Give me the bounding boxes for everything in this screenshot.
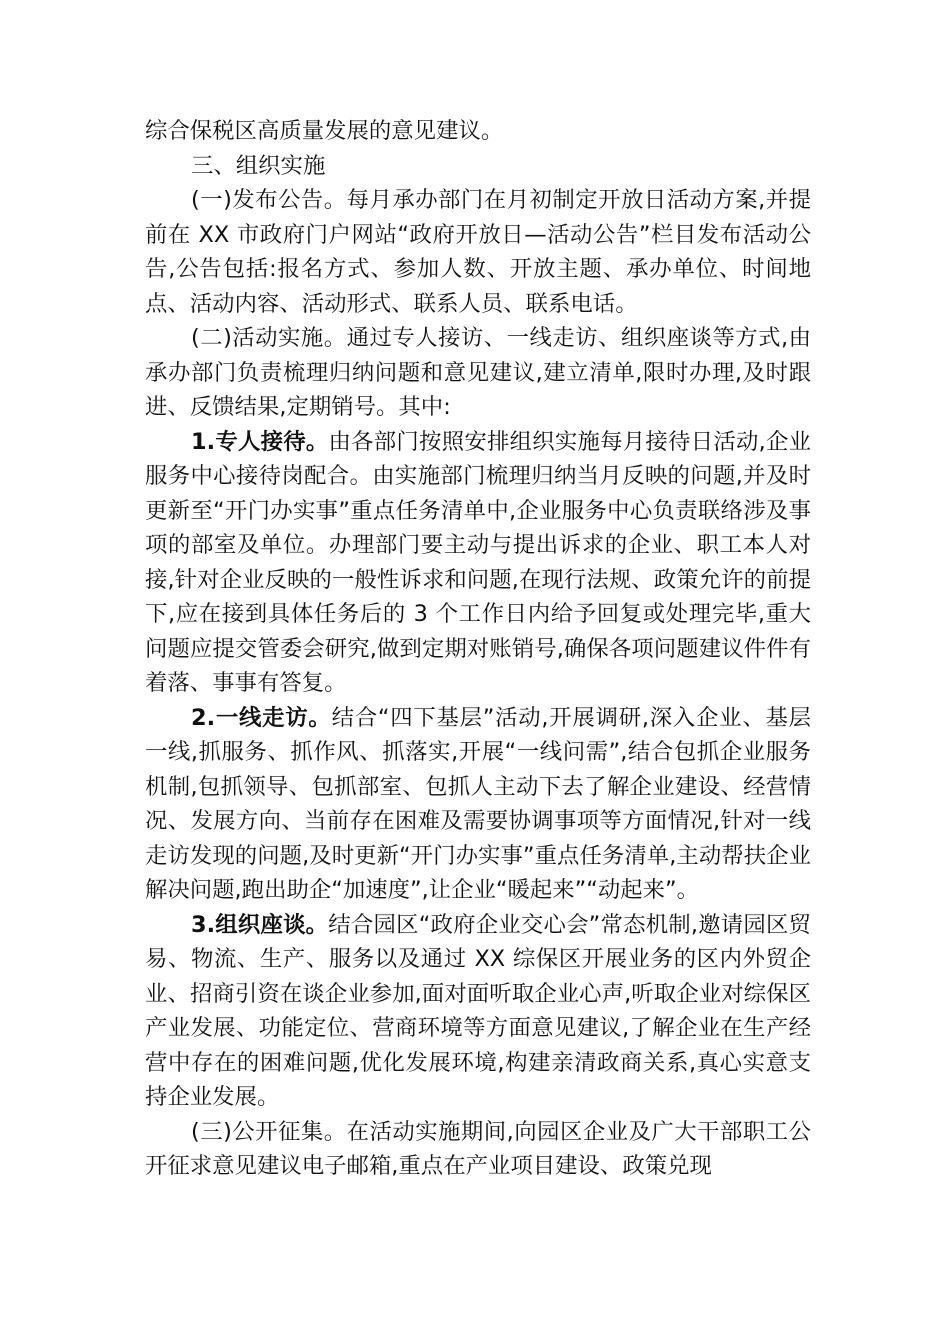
paragraph-text: (二)活动实施。通过专人接访、一线走访、组织座谈等方式,由承办部门负责梳理归纳问题和意见建议,建立清单,限时办理,及时跟进、反馈结果,定期销号。其中: — [145, 325, 811, 420]
paragraph-text: 由各部门按照安排组织实施每月接待日活动,企业服务中心接待岗配合。由实施部门梳理归纳当月反映的问题,并及时更新至“开门办实事”重点任务清单中,企业服务中心负责联络涉及事项的部室及单位。办理部门要主动与提出诉求的企业、职工本人对接,针对企业反映的一般性诉求和问题,在现行法规、政策允许的前提下,应在接到具体任务后的 3 个工作日内给予回复或处理完毕,重大问题应提交管委会研究,做到定期对账销号,确保各项问题建议件件有着落、事事有答复。 — [145, 428, 811, 696]
paragraph-publish-notice — [145, 183, 811, 321]
item-heading: 1.专人接待。 — [191, 428, 329, 455]
item-heading: 3.组织座谈。 — [191, 911, 329, 938]
paragraph-activity-implementation — [145, 321, 811, 425]
paragraph-text: 结合“四下基层”活动,开展调研,深入企业、基层一线,抓服务、抓作风、抓落实,开展“一线问需”,结合包抓企业服务机制,包抓领导、包抓部室、包抓人主动下去了解企业建设、经营情况、发展方向、当前存在困难及需要协调事项等方面情况,针对一线走访发现的问题,及时更新“开门办实事”重点任务清单,主动帮扶企业解决问题,跑出助企“加速度”,让企业“暖起来”“动起来”。 — [145, 704, 811, 903]
section-heading-text: 三、组织实施 — [191, 152, 326, 179]
document-page — [145, 114, 811, 1184]
section-heading — [145, 149, 811, 184]
paragraph-public-collection — [145, 1115, 811, 1184]
paragraph-text: 综合保税区高质量发展的意见建议。 — [145, 118, 504, 144]
paragraph-text: 结合园区“政府企业交心会”常态机制,邀请园区贸易、物流、生产、服务以及通过 XX 综保区开展业务的区内外贸企业、招商引资在谈企业参加,面对面听取企业心声,听取企业对综保区产业发展、功能定位、营商环境等方面意见建议,了解企业在生产经营中存在的困难问题,优化发展环境,构建亲清政商关系,真心实意支持企业发展。 — [145, 911, 811, 1110]
paragraph-frontline-visit — [145, 701, 811, 908]
paragraph-text: (三)公开征集。在活动实施期间,向园区企业及广大干部职工公开征求意见建议电子邮箱,重点在产业项目建设、政策兑现 — [145, 1118, 811, 1179]
paragraph-reception — [145, 425, 811, 701]
item-heading: 2.一线走访。 — [191, 704, 332, 731]
paragraph-continuation — [145, 114, 811, 149]
paragraph-text: (一)发布公告。每月承办部门在月初制定开放日活动方案,并提前在 XX 市政府门户网站“政府开放日—活动公告”栏目发布活动公告,公告包括:报名方式、参加人数、开放主题、承办单位、时间地点、活动内容、活动形式、联系人员、联系电话。 — [145, 187, 811, 317]
paragraph-symposium — [145, 908, 811, 1115]
